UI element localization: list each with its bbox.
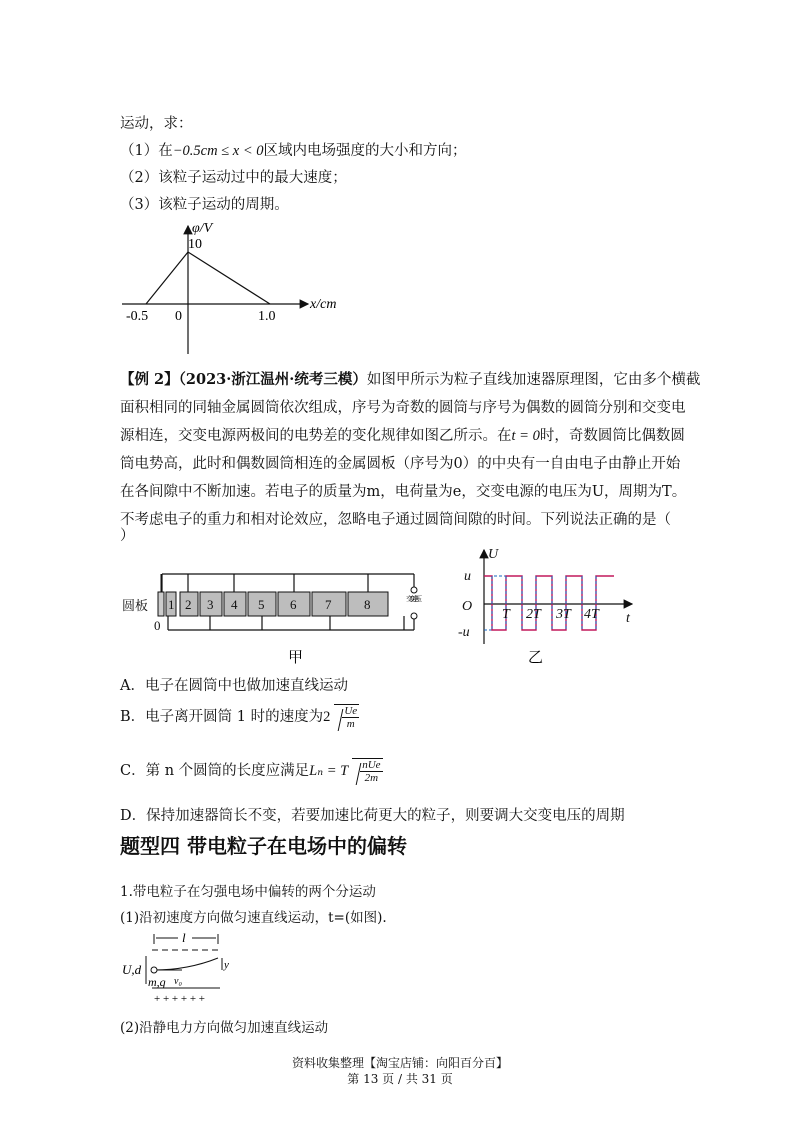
question-2: （2）该粒子运动过中的最大速度； xyxy=(120,170,347,186)
question-3: （3）该粒子运动的周期。 xyxy=(120,197,289,213)
tick-0: 0 xyxy=(175,309,182,324)
section-point-1-1: (1)沿初速度方向做匀速直线运动，t=(如图). xyxy=(120,910,387,926)
tube-label-2: 2 xyxy=(185,597,192,612)
example2-tag: 【例 2】 xyxy=(120,371,179,388)
plate-label: 圆板 xyxy=(122,598,149,613)
option-c-sqrt xyxy=(352,758,382,784)
option-b-sqrt xyxy=(334,704,359,730)
example2-line1 xyxy=(120,368,700,389)
wave-4T: 4T xyxy=(584,607,599,622)
figure-jia-caption: 甲 xyxy=(288,650,304,666)
question-1 xyxy=(120,139,466,160)
example2-line4: 筒电势高，此时和偶数圆筒相连的金属圆板（序号为0）的中央有一自由电子由静止开始 xyxy=(120,456,681,472)
figure-yi-caption: 乙 xyxy=(528,650,544,666)
deflect-plus: + + + + + + xyxy=(154,993,205,1005)
option-b-coef: 2 xyxy=(323,709,331,725)
plate-zero: 0 xyxy=(154,618,161,633)
deflect-mq: m,q xyxy=(148,975,166,989)
section-title: 题型四 带电粒子在电场中的偏转 xyxy=(120,834,407,858)
deflect-v0: v₀ xyxy=(174,976,182,987)
option-c-lhs: Lₙ = T xyxy=(309,763,349,779)
deflect-y: y xyxy=(224,959,229,971)
section-point-1: 1.带电粒子在匀强电场中偏转的两个分运动 xyxy=(120,884,376,900)
deflect-Ud: U,d xyxy=(122,962,142,977)
question-intro: 运动，求： xyxy=(120,116,193,132)
q1-prefix: （1）在 xyxy=(120,143,173,159)
deflection-figure xyxy=(118,926,258,1006)
wave-t: t xyxy=(626,611,630,626)
section-point-1-2: (2)沿静电力方向做匀加速直线运动 xyxy=(120,1020,329,1036)
tube-label-1: 1 xyxy=(168,597,175,612)
example2-text3a: 源相连，交变电源两极间的电势差的变化规律如图乙所示。在 xyxy=(120,428,512,444)
metal-plate xyxy=(158,592,164,616)
x-axis-label: x/cm xyxy=(310,297,337,312)
option-b xyxy=(120,704,359,730)
example2-line6: 不考虑电子的重力和相对论效应，忽略电子通过圆筒间隙的时间。下列说法正确的是（ xyxy=(120,512,671,528)
example2-line2: 面积相同的同轴金属圆筒依次组成，序号为奇数的圆筒与序号为偶数的圆筒分别和交变电 xyxy=(120,400,686,416)
tube-label-7: 7 xyxy=(325,597,332,612)
wave-T: T xyxy=(502,607,510,622)
tick-10: 10 xyxy=(188,237,202,252)
tick-neg05: -0.5 xyxy=(126,309,149,324)
option-b-prefix: B．电子离开圆筒 1 时的速度为 xyxy=(120,709,324,725)
wave-U: U xyxy=(488,547,499,562)
accelerator-figure xyxy=(118,544,438,674)
tube-label-8: 8 xyxy=(364,597,371,612)
option-c xyxy=(120,758,383,784)
deflect-l: l xyxy=(182,930,186,945)
example2-t0: t = 0 xyxy=(511,428,540,444)
option-d: D．保持加速器筒长不变，若要加速比荷更大的粒子，则要调大交变电压的周期 xyxy=(120,808,625,824)
option-b-num: Ue xyxy=(344,705,358,717)
tube-label-4: 4 xyxy=(231,597,238,612)
tick-1.0: 1.0 xyxy=(258,309,276,324)
ac-source-label: 交变电压 xyxy=(406,595,422,603)
wave-neg-u: -u xyxy=(458,625,470,640)
q1-suffix: 区域内电场强度的大小和方向； xyxy=(263,143,467,159)
option-c-num: nUe xyxy=(362,759,381,771)
tube-label-3: 3 xyxy=(207,597,214,612)
example2-source: （2023·浙江温州·统考三模） xyxy=(178,371,367,388)
example2-text1: 如图甲所示为粒子直线加速器原理图，它由多个横截 xyxy=(366,372,701,388)
q1-range: −0.5cm ≤ x < 0 xyxy=(172,143,264,159)
option-a: A．电子在圆筒中也做加速直线运动 xyxy=(120,678,348,694)
tube-label-5: 5 xyxy=(258,597,265,612)
example2-line3 xyxy=(120,424,685,445)
footer-source: 资料收集整理【淘宝店铺：向阳百分百】 xyxy=(291,1056,508,1070)
wave-3T: 3T xyxy=(556,607,571,622)
example2-line7: ） xyxy=(120,528,135,544)
option-c-den: 2m xyxy=(364,772,379,784)
footer-page: 第 13 页 / 共 31 页 xyxy=(347,1072,453,1086)
voltage-waveform xyxy=(456,544,636,674)
wave-u: u xyxy=(464,569,471,584)
wave-2T: 2T xyxy=(526,607,541,622)
example2-line5: 在各间隙中不断加速。若电子的质量为m，电荷量为e，交变电源的电压为U，周期为T。 xyxy=(120,484,687,500)
tube-label-6: 6 xyxy=(290,597,297,612)
wave-O: O xyxy=(462,599,473,614)
y-axis-label: φ/V xyxy=(192,221,213,236)
potential-line xyxy=(146,252,270,304)
option-c-prefix: C．第 n 个圆筒的长度应满足 xyxy=(120,763,310,779)
example2-text3b: 时，奇数圆筒比偶数圆 xyxy=(539,428,685,444)
option-b-den: m xyxy=(346,718,355,730)
potential-graph xyxy=(118,218,378,358)
